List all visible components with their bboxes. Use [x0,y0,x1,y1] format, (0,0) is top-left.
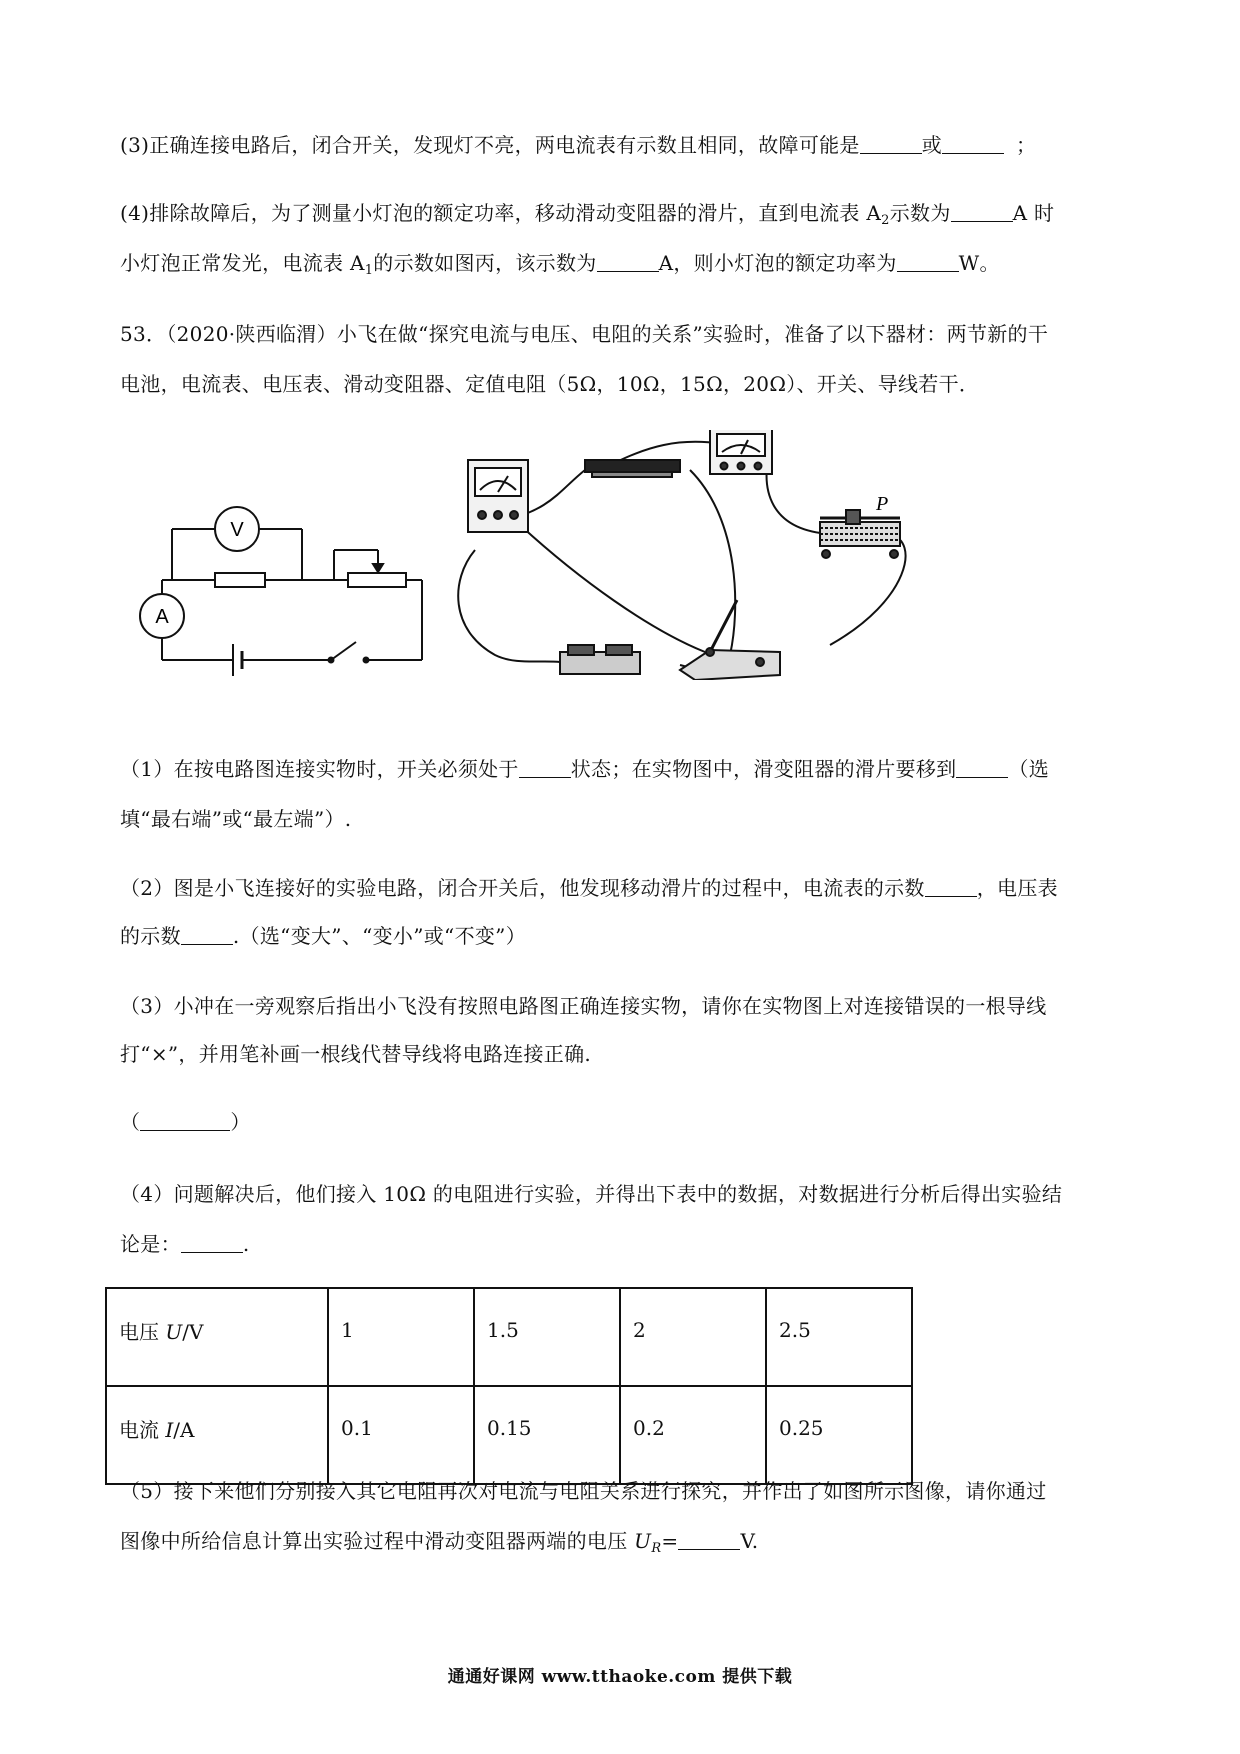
s1-text: （1）在按电路图连接实物时，开关必须处于 [120,757,519,781]
voltmeter-label: V [230,519,244,541]
rheostat-symbol [348,573,406,587]
circuit-diagram [140,507,422,676]
s3-paren: （ [120,1110,141,1134]
q3-end: ； [1016,133,1037,157]
s2-text: （2）图是小飞连接好的实验电路，闭合开关后，他发现移动滑片的过程中，电流表的示数 [120,876,925,900]
answer-blank[interactable] [181,1234,243,1253]
subq-2-line-1 [120,874,1058,902]
answer-blank[interactable] [925,878,977,897]
ammeter-device [468,460,528,532]
subq-3-line-2: 打“×”，并用笔补画一根线代替导线将电路连接正确. [120,1042,592,1066]
circuit-figure [120,430,1120,680]
switch-symbol [331,642,356,660]
slide-rheostat-device [820,510,900,558]
answer-blank[interactable] [951,203,1013,222]
q4-text: 小灯泡正常发光，电流表 A [120,251,365,275]
problem-53-line-1: 53．（2020·陕西临渭）小飞在做“探究电流与电压、电阻的关系”实验时，准备了以下器材：两节新的干 [120,322,1049,346]
q4-text: 的示数如图丙，该示数为 [373,251,597,275]
answer-blank[interactable] [678,1531,740,1550]
s4-text: . [242,1232,250,1256]
answer-blank[interactable] [181,926,233,945]
s1-text: （选 [1008,757,1050,781]
subq-1-line-2: 填“最右端”或“最左端”）. [120,807,352,831]
physical-circuit [458,430,905,680]
q4-subscript: 1 [364,263,374,278]
answer-blank[interactable] [860,135,922,154]
slider-p-label: P [876,493,889,515]
table-cell: 0.15 [474,1386,620,1484]
s5-text: = [661,1529,679,1553]
subq-3-answer [120,1108,251,1136]
table-cell: 2.5 [766,1288,912,1386]
q4-text: A 时 [1012,201,1055,225]
question-4-line-2 [120,249,1000,285]
question-3 [120,131,1036,159]
q3-text: (3)正确连接电路后，闭合开关，发现灯不亮，两电流表有示数且相同，故障可能是 [120,133,860,157]
subq-4-line-1: （4）问题解决后，他们接入 10Ω 的电阻进行实验，并得出下表中的数据，对数据进行分析后得出实验结 [120,1182,1063,1206]
table-cell: 0.25 [766,1386,912,1484]
q4-subscript: 2 [881,213,890,228]
s2-text: 的示数 [120,924,181,948]
row-header: 电流 I/A [106,1386,328,1484]
answer-blank[interactable] [519,759,571,778]
s5-variable: U [634,1529,652,1553]
resistor-symbol [215,573,265,587]
question-4-line-1 [120,199,1054,235]
table-row [106,1386,912,1484]
row-header: 电压 U/V [106,1288,328,1386]
subq-5-line-1: （5）接下来他们分别接入其它电阻再次对电流与电阻关系进行探究，并作出了如图所示图像，请你通过 [120,1479,1047,1503]
s1-text: 状态；在实物图中，滑变阻器的滑片要移到 [570,757,957,781]
s5-text: 图像中所给信息计算出实验过程中滑动变阻器两端的电压 [120,1529,635,1553]
table-cell: 1 [328,1288,474,1386]
s5-subscript: R [651,1541,662,1556]
answer-blank[interactable] [140,1112,230,1131]
answer-blank[interactable] [597,253,659,272]
s4-text: 论是： [120,1232,181,1256]
s3-paren: ） [230,1110,251,1134]
table-cell: 0.2 [620,1386,766,1484]
subq-3-line-1: （3）小冲在一旁观察后指出小飞没有按照电路图正确连接实物，请你在实物图上对连接错误的一根导线 [120,994,1047,1018]
answer-blank[interactable] [897,253,959,272]
table-row [106,1288,912,1386]
subq-5-line-2 [120,1527,758,1563]
table-cell: 0.1 [328,1386,474,1484]
knife-switch-device [680,600,780,680]
fixed-resistor-device [585,460,680,477]
problem-53-line-2: 电池，电流表、电压表、滑动变阻器、定值电阻（5Ω，10Ω，15Ω，20Ω）、开关、导线若干． [120,372,980,396]
voltmeter-device [710,430,772,474]
data-table [105,1287,913,1485]
q4-text: W。 [958,251,1000,275]
s5-text: V. [740,1529,759,1553]
page-footer: 通通好课网 www.tthaoke.com 提供下载 [447,1667,793,1687]
s2-text: .（选“变大”、“变小”或“不变”） [232,924,527,948]
s2-text: ，电压表 [976,876,1058,900]
q4-text: 示数为 [889,201,951,225]
q4-text: (4)排除故障后，为了测量小灯泡的额定功率，移动滑动变阻器的滑片，直到电流表 A [120,201,882,225]
q4-text: A，则小灯泡的额定功率为 [658,251,897,275]
battery-device [560,645,640,674]
q3-or: 或 [921,133,943,157]
answer-blank[interactable] [942,135,1004,154]
subq-2-line-2 [120,922,526,950]
table-cell: 1.5 [474,1288,620,1386]
ammeter-label: A [155,606,169,628]
subq-4-line-2 [120,1230,250,1258]
table-cell: 2 [620,1288,766,1386]
answer-blank[interactable] [956,759,1008,778]
subq-1-line-1 [120,755,1049,783]
